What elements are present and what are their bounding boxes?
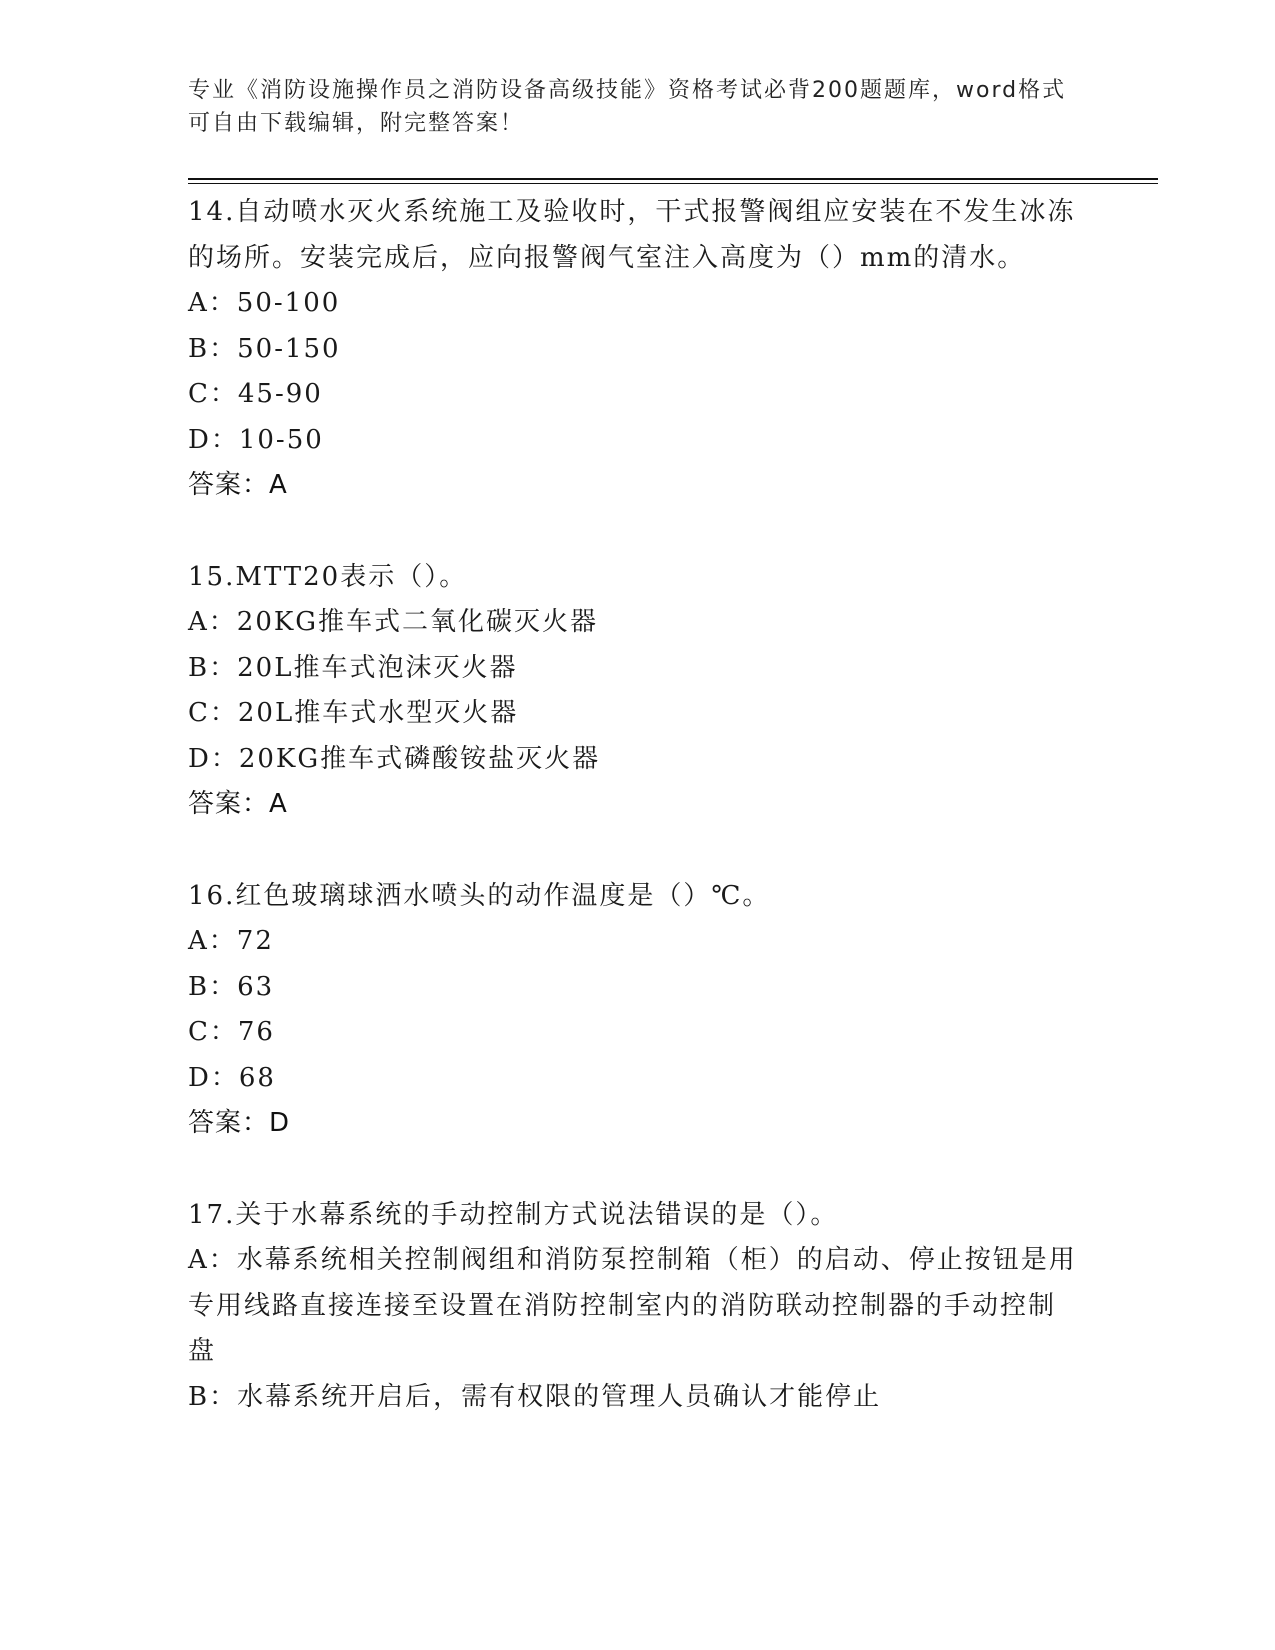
option-b: B：63: [188, 971, 275, 1002]
question-list: [188, 190, 1078, 1466]
question-stem: 16.红色玻璃球洒水喷头的动作温度是（）℃。: [188, 880, 771, 911]
answer: 答案：A: [188, 789, 288, 819]
option-b: B：50-150: [188, 333, 341, 364]
answer: 答案：A: [188, 470, 288, 500]
option-c: C：76: [188, 1017, 275, 1047]
option-a: A：水幕系统相关控制阀组和消防泵控制箱（柜）的启动、停止按钮是用专用线路直接连接至设置在消防控制室内的消防联动控制器的手动控制盘: [188, 1245, 1077, 1366]
option-a: A：50-100: [188, 288, 341, 318]
option-b: B：20L推车式泡沫灭火器: [188, 652, 518, 683]
question-stem: 17.关于水幕系统的手动控制方式说法错误的是（）。: [188, 1199, 839, 1230]
question-stem: 15.MTT20表示（）。: [188, 561, 468, 592]
question-17: [188, 1193, 1078, 1421]
question-15: [188, 555, 1078, 828]
question-14: [188, 190, 1078, 509]
option-a: A：20KG推车式二氧化碳灭火器: [188, 607, 599, 637]
question-stem: 14.自动喷水灭火系统施工及验收时，干式报警阀组应安装在不发生冰冻的场所。安装完成后，应向报警阀气室注入高度为（）mm的清水。: [188, 197, 1076, 273]
document-header: 专业《消防设施操作员之消防设备高级技能》资格考试必背200题题库，word格式可自由下载编辑，附完整答案！: [188, 78, 1067, 136]
option-d: D：68: [188, 1062, 276, 1093]
answer: 答案：D: [188, 1108, 291, 1138]
option-c: C：20L推车式水型灭火器: [188, 698, 519, 728]
question-16: [188, 874, 1078, 1147]
option-d: D：10-50: [188, 424, 324, 455]
option-b: B：水幕系统开启后，需有权限的管理人员确认才能停止: [188, 1381, 882, 1412]
option-d: D：20KG推车式磷酸铵盐灭火器: [188, 743, 601, 774]
option-c: C：45-90: [188, 379, 323, 409]
option-a: A：72: [188, 926, 274, 956]
header-divider-thin: [188, 183, 1158, 184]
header-divider-thick: [188, 178, 1158, 180]
